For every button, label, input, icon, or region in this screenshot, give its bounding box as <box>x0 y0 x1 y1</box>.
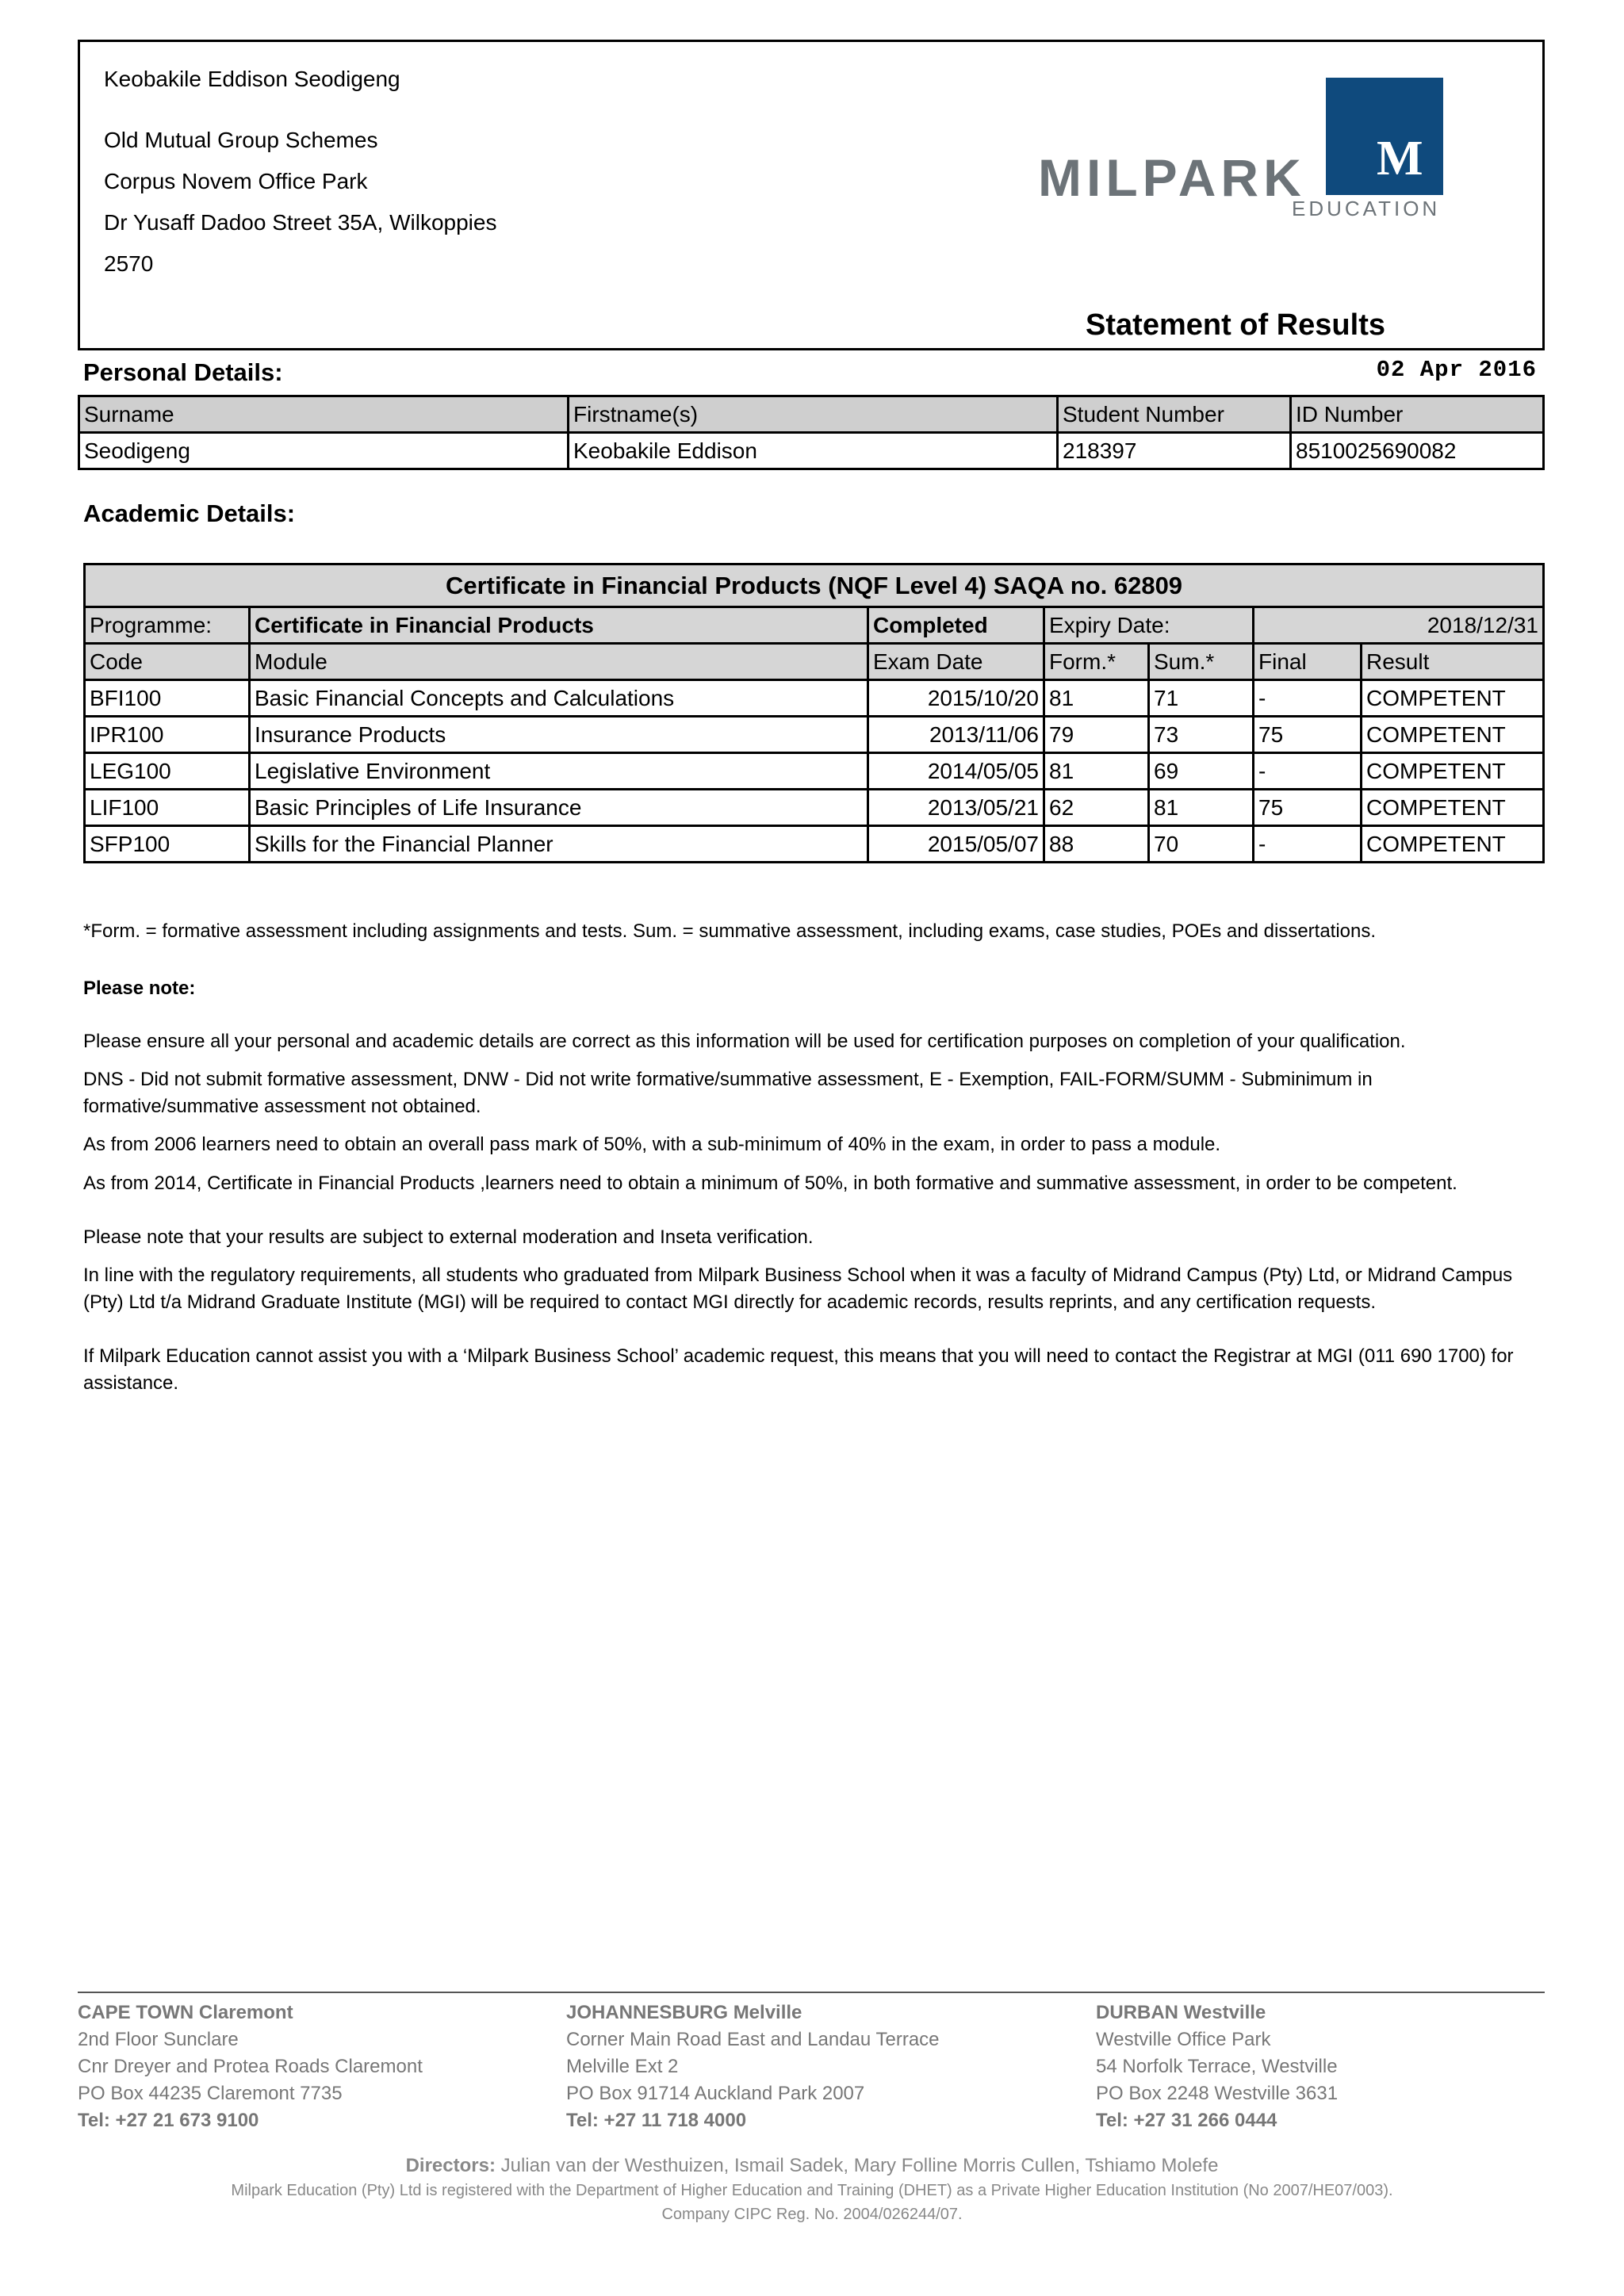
note-paragraph: In line with the regulatory requirements, all students who graduated from Milpark Business School when it was a faculty of Midrand Campus (Pty) Ltd, or Midrand Campus (Pty) Ltd t/a Midrand Graduate Institute (MGI) will be required to contact MGI directly for academic records, results reprints, and any certification requests. <box>83 1265 1513 1313</box>
expiry-label: Expiry Date: <box>1044 607 1254 644</box>
office-durban <box>1096 1999 1338 2134</box>
col-result: Result <box>1362 644 1544 680</box>
exam-date: 2015/10/20 <box>868 680 1044 717</box>
academic-details-heading: Academic Details: <box>83 499 296 527</box>
office-city: CAPE TOWN Claremont <box>78 2002 293 2023</box>
formative-mark: 81 <box>1044 753 1149 790</box>
office-address-line: 54 Norfolk Terrace, Westville <box>1096 2056 1338 2077</box>
office-address-line: 2nd Floor Sunclare <box>78 2029 239 2050</box>
office-address-line: Melville Ext 2 <box>566 2056 679 2077</box>
col-module: Module <box>250 644 868 680</box>
page-title: Statement of Results <box>1086 308 1385 342</box>
module-name: Basic Financial Concepts and Calculations <box>250 680 868 717</box>
directors-names: Julian van der Westhuizen, Ismail Sadek, Mary Folline Morris Cullen, Tshiamo Molefe <box>500 2155 1219 2176</box>
surname-value: Seodigeng <box>79 433 569 469</box>
programme-name: Certificate in Financial Products <box>250 607 868 644</box>
certificate-title: Certificate in Financial Products (NQF Level 4) SAQA no. 62809 <box>85 564 1544 607</box>
statement-date: 02 Apr 2016 <box>1376 357 1537 383</box>
recipient-name: Keobakile Eddison Seodigeng <box>104 67 400 91</box>
table-row <box>85 680 1544 717</box>
note-paragraph: Please ensure all your personal and academic details are correct as this information will be used for certification purposes on completion of your qualification. <box>83 1031 1406 1052</box>
module-code: LIF100 <box>85 790 250 826</box>
module-name: Insurance Products <box>250 717 868 753</box>
footer-divider <box>78 1992 1545 1993</box>
final-mark: - <box>1254 753 1362 790</box>
office-telephone: Tel: +27 21 673 9100 <box>78 2110 259 2131</box>
programme-row <box>85 607 1544 644</box>
expiry-date: 2018/12/31 <box>1254 607 1544 644</box>
table-row <box>85 717 1544 753</box>
final-mark: 75 <box>1254 790 1362 826</box>
personal-details-heading: Personal Details: <box>83 358 283 386</box>
office-address-line: Corner Main Road East and Landau Terrace <box>566 2029 940 2050</box>
col-final: Final <box>1254 644 1362 680</box>
result: COMPETENT <box>1362 717 1544 753</box>
table-row <box>85 826 1544 863</box>
student-number-value: 218397 <box>1058 433 1291 469</box>
header-box <box>78 40 1545 350</box>
header-student-number: Student Number <box>1058 396 1291 433</box>
note-paragraph: If Milpark Education cannot assist you with a ‘Milpark Business School’ academic request, this means that you will need to contact the Registrar at MGI (011 690 1700) for assistance. <box>83 1345 1514 1394</box>
address-line: Dr Yusaff Dadoo Street 35A, Wilkoppies <box>104 210 497 235</box>
formative-mark: 79 <box>1044 717 1149 753</box>
exam-date: 2013/11/06 <box>868 717 1044 753</box>
personal-details-table <box>78 395 1545 470</box>
exam-date: 2013/05/21 <box>868 790 1044 826</box>
final-mark: - <box>1254 680 1362 717</box>
module-code: SFP100 <box>85 826 250 863</box>
summative-mark: 81 <box>1149 790 1254 826</box>
note-paragraph: Please note that your results are subject to external moderation and Inseta verification. <box>83 1226 814 1248</box>
registration-text: Milpark Education (Pty) Ltd is registered with the Department of Higher Education and Training (DHET) as a Private Higher Education Institution (No 2007/HE07/003). <box>231 2182 1393 2199</box>
module-code: IPR100 <box>85 717 250 753</box>
certificate-title-row <box>85 564 1544 607</box>
summative-mark: 70 <box>1149 826 1254 863</box>
formative-mark: 62 <box>1044 790 1149 826</box>
table-row <box>79 433 1544 469</box>
module-name: Legislative Environment <box>250 753 868 790</box>
table-row <box>85 790 1544 826</box>
office-address-line: PO Box 91714 Auckland Park 2007 <box>566 2083 865 2104</box>
logo-subtitle: EDUCATION <box>1292 197 1441 220</box>
note-paragraph: As from 2014, Certificate in Financial Products ,learners need to obtain a minimum of 50%, in both formative and summative assessment, in order to be competent. <box>83 1173 1457 1194</box>
note-paragraph: As from 2006 learners need to obtain an overall pass mark of 50%, with a sub-minimum of 40% in the exam, in order to pass a module. <box>83 1134 1221 1155</box>
office-city: JOHANNESBURG Melville <box>566 2002 802 2023</box>
office-telephone: Tel: +27 11 718 4000 <box>566 2110 747 2131</box>
note-paragraph: DNS - Did not submit formative assessment, DNW - Did not write formative/summative assessment, E - Exemption, FAIL-FORM/SUMM - Subminimum in formative/summative assessment not obtained. <box>83 1069 1373 1117</box>
logo-wordmark: MILPARK <box>1038 148 1306 207</box>
module-name: Basic Principles of Life Insurance <box>250 790 868 826</box>
office-address-line: Westville Office Park <box>1096 2029 1271 2050</box>
directors-line <box>0 2155 1624 2177</box>
office-address-line: PO Box 2248 Westville 3631 <box>1096 2083 1339 2104</box>
header-firstname: Firstname(s) <box>569 396 1058 433</box>
programme-status: Completed <box>868 607 1044 644</box>
column-header-row <box>85 644 1544 680</box>
summative-mark: 69 <box>1149 753 1254 790</box>
col-formative: Form.* <box>1044 644 1149 680</box>
directors-label: Directors: <box>405 2155 496 2176</box>
result: COMPETENT <box>1362 826 1544 863</box>
header-surname: Surname <box>79 396 569 433</box>
result: COMPETENT <box>1362 753 1544 790</box>
office-address-line: Cnr Dreyer and Protea Roads Claremont <box>78 2056 423 2077</box>
col-code: Code <box>85 644 250 680</box>
formative-mark: 88 <box>1044 826 1149 863</box>
logo-letter: M <box>1377 132 1423 186</box>
address-line: 2570 <box>104 251 154 276</box>
assessment-footnote: *Form. = formative assessment including assignments and tests. Sum. = summative assessment, including exams, case studies, POEs and dissertations. <box>83 920 1377 942</box>
office-telephone: Tel: +27 31 266 0444 <box>1096 2110 1277 2131</box>
module-code: BFI100 <box>85 680 250 717</box>
office-city: DURBAN Westville <box>1096 2002 1266 2023</box>
academic-results-table <box>83 563 1545 863</box>
formative-mark: 81 <box>1044 680 1149 717</box>
result: COMPETENT <box>1362 790 1544 826</box>
table-row <box>85 753 1544 790</box>
office-johannesburg <box>566 1999 940 2134</box>
header-id-number: ID Number <box>1291 396 1544 433</box>
summative-mark: 71 <box>1149 680 1254 717</box>
col-summative: Sum.* <box>1149 644 1254 680</box>
final-mark: 75 <box>1254 717 1362 753</box>
exam-date: 2014/05/05 <box>868 753 1044 790</box>
cipc-registration: Company CIPC Reg. No. 2004/026244/07. <box>661 2206 963 2223</box>
firstname-value: Keobakile Eddison <box>569 433 1058 469</box>
result: COMPETENT <box>1362 680 1544 717</box>
office-cape-town <box>78 1999 423 2134</box>
exam-date: 2015/05/07 <box>868 826 1044 863</box>
module-name: Skills for the Financial Planner <box>250 826 868 863</box>
address-line: Old Mutual Group Schemes <box>104 128 378 152</box>
final-mark: - <box>1254 826 1362 863</box>
please-note-heading: Please note: <box>83 978 196 999</box>
id-number-value: 8510025690082 <box>1291 433 1544 469</box>
address-line: Corpus Novem Office Park <box>104 169 368 193</box>
table-header-row <box>79 396 1544 433</box>
office-address-line: PO Box 44235 Claremont 7735 <box>78 2083 343 2104</box>
programme-label: Programme: <box>85 607 250 644</box>
col-exam-date: Exam Date <box>868 644 1044 680</box>
module-code: LEG100 <box>85 753 250 790</box>
summative-mark: 73 <box>1149 717 1254 753</box>
